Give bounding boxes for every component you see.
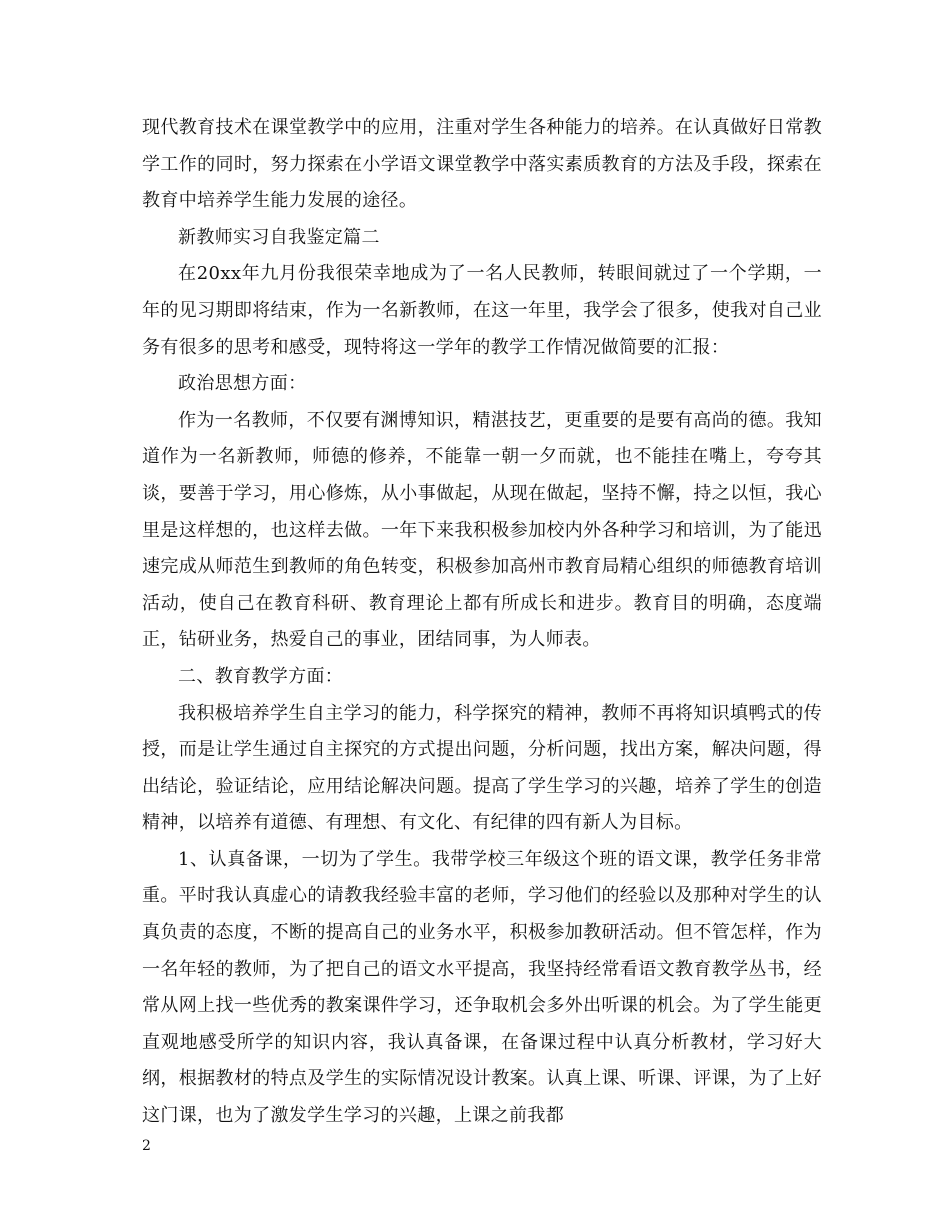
page-number: 2 — [142, 1138, 151, 1154]
paragraph-teaching: 我积极培养学生自主学习的能力，科学探究的精神，教师不再将知识填鸭式的传授，而是让学生通过自主探究的方式提出问题，分析问题，找出方案，解决问题，得出结论，验证结论，应用结论解决问题。提高了学生学习的兴趣，培养了学生的创造精神，以培养有道德、有理想、有文化、有纪律的四有新人为目标。 — [142, 702, 822, 834]
section-heading-2: 新教师实习自我鉴定篇二 — [178, 226, 380, 248]
paragraph-political: 作为一名教师，不仅要有渊博知识，精湛技艺，更重要的是要有高尚的德。我知道作为一名新教师，师德的修养，不能靠一朝一夕而就，也不能挂在嘴上，夸夸其谈，要善于学习，用心修炼，从小事做起，从现在做起，坚持不懈，持之以恒，我心里是这样想的，也这样去做。一年下来我积极参加校内外各种学习和培训，为了能迅速完成从师范生到教师的角色转变，积极参加高州市教育局精心组织的师德教育培训活动，使自己在教育科研、教育理论上都有所成长和进步。教育目的明确，态度端正，钻研业务，热爱自己的事业，团结同事，为人师表。 — [142, 409, 822, 651]
subheading-teaching: 二、教育教学方面： — [178, 665, 344, 687]
subheading-political: 政治思想方面： — [178, 373, 307, 395]
paragraph-lesson-prep: 1、认真备课，一切为了学生。我带学校三年级这个班的语文课，教学任务非常重。平时我认真虚心的请教我经验丰富的老师，学习他们的经验以及那种对学生的认真负责的态度，不断的提高自己的业务水平，积极参加教研活动。但不管怎样，作为一名年轻的教师，为了把自己的语文水平提高，我坚持经常看语文教育教学丛书，经常从网上找一些优秀的教案课件学习，还争取机会多外出听课的机会。为了学生能更直观地感受所学的知识内容，我认真备课，在备课过程中认真分析教材，学习好大纲，根据教材的特点及学生的实际情况设计教案。认真上课、听课、评课，为了上好这门课，也为了激发学生学习的兴趣，上课之前我都 — [142, 848, 822, 1127]
paragraph-1: 现代教育技术在课堂教学中的应用，注重对学生各种能力的培养。在认真做好日常教学工作的同时，努力探索在小学语文课堂教学中落实素质教育的方法及手段，探索在教育中培养学生能力发展的途径。 — [142, 117, 822, 212]
paragraph-intro: 在20xx年九月份我很荣幸地成为了一名人民教师，转眼间就过了一个学期，一年的见习期即将结束，作为一名新教师，在这一年里，我学会了很多，使我对自己业务有很多的思考和感受，现特将这一学年的教学工作情况做简要的汇报： — [142, 263, 822, 358]
document-body — [142, 110, 822, 1135]
